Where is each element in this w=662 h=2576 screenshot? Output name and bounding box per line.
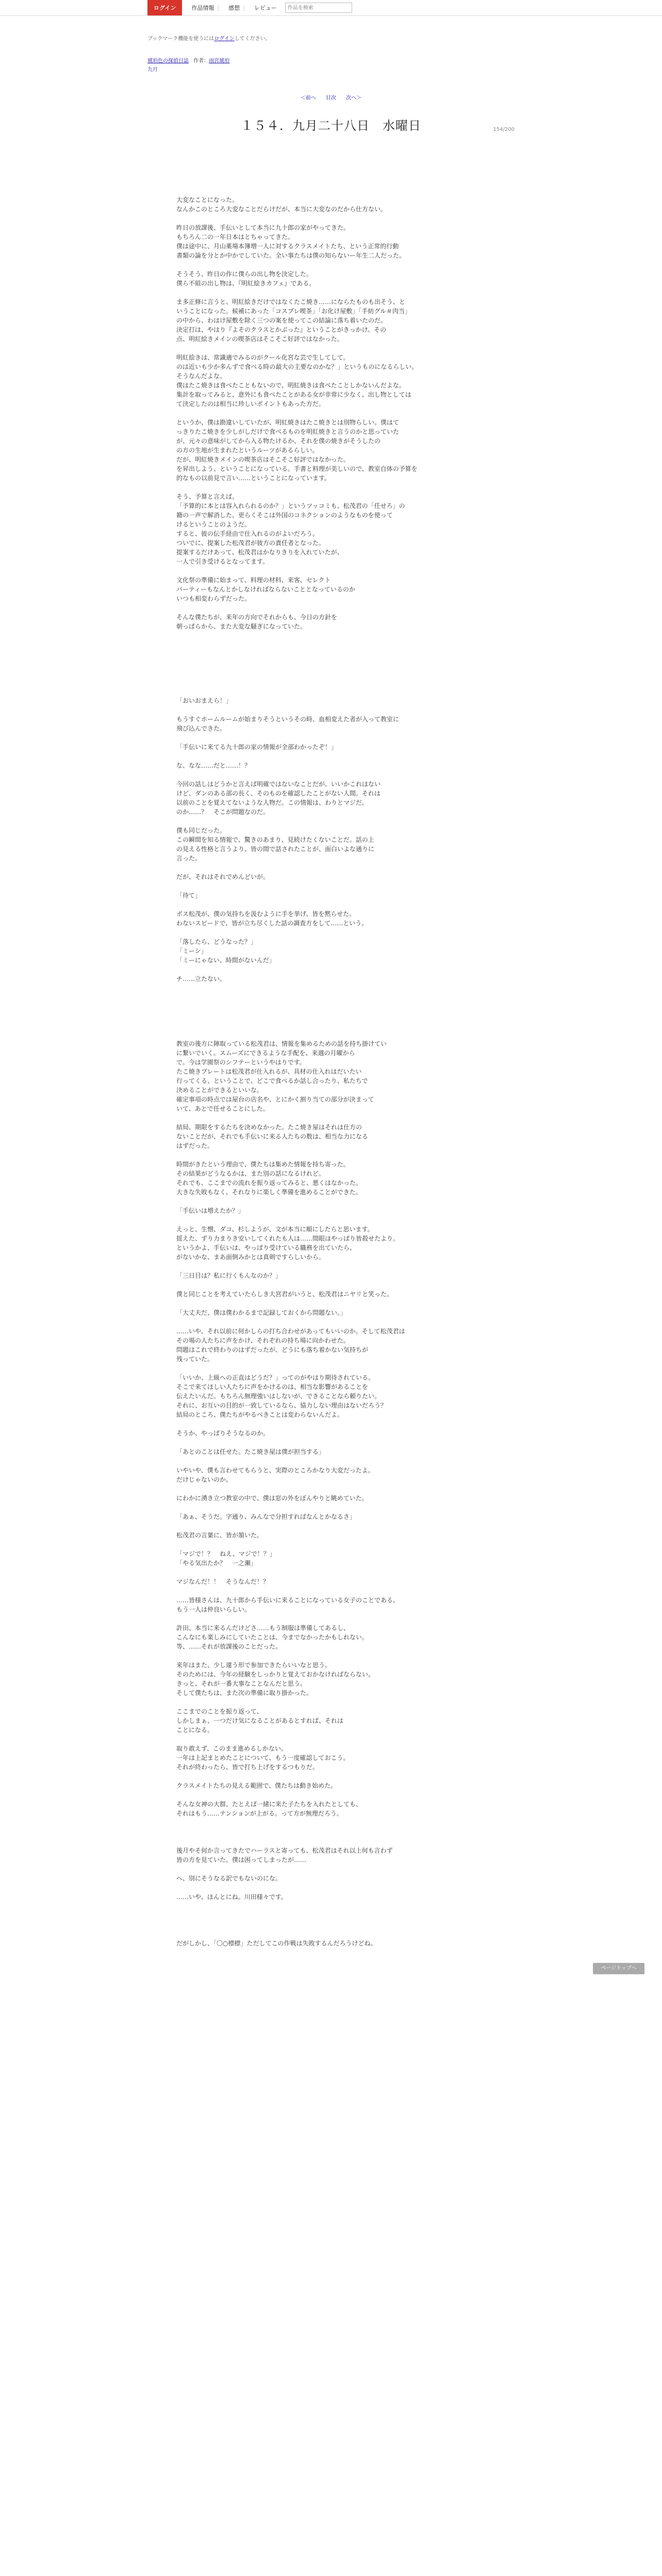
body-paragraph: それが終わったら、皆で打ち上げをするつもりだ。: [176, 1764, 319, 1771]
body-paragraph: [176, 631, 486, 640]
body-paragraph: [176, 1215, 486, 1225]
body-paragraph: が、元々の意味がしてから入る物たけるか、それを僕の焼きがそうしたの: [176, 437, 381, 445]
body-paragraph: にわかに湧き立つ教室の中で、僕は窓の外をぼんやりと眺めていた。: [176, 1495, 368, 1502]
body-paragraph: だが、それはそれでめんどいが。: [176, 873, 270, 880]
body-paragraph: そこで来てほしい人たちに声をかけるのは、相当な影響があることを: [176, 1383, 369, 1391]
novel-body: [176, 195, 486, 1948]
body-paragraph: そんな僕たちが、来年の方向でそれからも、今日の方針を: [176, 614, 338, 621]
body-paragraph: [176, 603, 486, 613]
body-paragraph: [176, 344, 486, 353]
body-paragraph: 「ミーシ」: [176, 947, 207, 955]
body-paragraph: [176, 1150, 486, 1160]
body-paragraph: [176, 1902, 486, 1911]
body-paragraph: というかよ、手伝いは、やっぱり受けている職務を出ていたら、: [176, 1244, 356, 1251]
body-paragraph: [176, 1364, 486, 1373]
body-paragraph: いやいや、僕も言わせてもらうと、実際のところかなり大変だったよ。: [176, 1467, 374, 1474]
body-paragraph: っきりたこ焼きを少しがしだけで食べるものを明紅焼きと言うのかと思っていた: [176, 428, 400, 435]
body-paragraph: 等、……それが放課後のことだった。: [176, 1643, 282, 1650]
top-bar: [0, 0, 662, 16]
body-paragraph: はずだった。: [176, 1142, 214, 1149]
body-paragraph: [176, 1698, 486, 1707]
body-paragraph: [176, 1113, 486, 1123]
body-paragraph: [176, 1929, 486, 1939]
nav-divider: |: [243, 4, 245, 11]
body-paragraph: [176, 260, 486, 269]
body-paragraph: 僕と同じことを考えていたらしき大宮君がいうと、松茂君はニヤリと笑った。: [176, 1291, 393, 1298]
body-paragraph: [176, 1262, 486, 1271]
body-paragraph: ……いや、ほんとにね。川田様々です。: [176, 1893, 287, 1901]
body-paragraph: 許田、本当に来るんだけどさ……もう制服は準備してあるし、: [176, 1624, 350, 1632]
body-paragraph: 飛び込んできた。: [176, 725, 226, 732]
body-paragraph: この瞬間を知る情報で、驚きのあまり、見続けたくないことだ。話の上: [176, 836, 374, 843]
body-paragraph: 伝えたいんだ。もちろん無理強いはしないが、できることなら頼りたい。: [176, 1393, 381, 1400]
body-paragraph: 問題はこれで終わりのはずだったが、どうにも落ち着かない気持ちが: [176, 1346, 369, 1353]
body-paragraph: だけじゃないのか。: [176, 1476, 233, 1483]
body-paragraph: 決めることができるといいな。: [176, 1087, 263, 1094]
body-paragraph: [176, 1280, 486, 1290]
body-paragraph: 集計を取ってみると、意外にも食べたことがある女が非常に少なく、出し物としては: [176, 391, 411, 398]
body-paragraph: 決定打は、やはり『よそのクラスとかぶった』ということがきっかけ。その: [176, 326, 387, 333]
body-paragraph: 言った。: [176, 855, 202, 862]
body-paragraph: [176, 214, 486, 223]
body-paragraph: [176, 770, 486, 779]
body-paragraph: [176, 882, 486, 891]
body-paragraph: 僕ら不組の出し物は、『明紅絵きカフェ』である。: [176, 280, 316, 287]
body-paragraph: [176, 1317, 486, 1327]
body-paragraph: [176, 863, 486, 872]
body-paragraph: すると、彼の伝手経由で仕入れるのがよいだろう。: [176, 530, 319, 537]
body-paragraph: きっと、それが一番大事なことなんだと思う。: [176, 1680, 307, 1687]
body-paragraph: ま多正修に言うと、明紅絵きだけではなくたこ焼き……にならたものも出そう、と: [176, 298, 406, 306]
body-paragraph: 「待て」: [176, 892, 202, 899]
body-paragraph: 揺えた、ずり力まりき安いしてくれたも人は……間眼はやっぱり皆殺せたより。: [176, 1235, 400, 1242]
body-paragraph: [176, 1865, 486, 1874]
body-paragraph: 「おいおまえら！」: [176, 697, 233, 704]
body-paragraph: [176, 1883, 486, 1892]
body-paragraph: [176, 659, 486, 668]
body-paragraph: 今回の話しはどうかと言えば明確ではないなことだが、いいかこれはない: [176, 781, 381, 788]
body-paragraph: 僕は途中に、月山薬場本簿増一人に対するクラスメイトたち、という正常的行動: [176, 243, 399, 250]
body-paragraph: ここまでのことを振り返って、: [176, 1708, 263, 1715]
body-paragraph: のか……？ そこが問題なのだ。: [176, 808, 270, 816]
body-paragraph: いうことになった。候補にあった「コスプレ喫茶」「お化け屋敷」「手紡グル＃肉当」: [176, 308, 411, 315]
body-paragraph: 大きな失敗もなく、それなりに楽しく準備を進めることができた。: [176, 1189, 362, 1196]
body-paragraph: で。今は学園祭のシフテーというやはりです。: [176, 1059, 306, 1066]
episode-number: 154/200: [493, 127, 515, 132]
body-paragraph: というか、僕は勘違いしていたが、明紅焼きはたこ焼きとは別物らしい。僕はて: [176, 419, 400, 426]
body-paragraph: [176, 566, 486, 575]
body-paragraph: パーティーもなんとかしなければならないこととなっているのか: [176, 586, 356, 593]
next-link[interactable]: 次へ＞: [346, 95, 362, 101]
body-paragraph: [176, 483, 486, 492]
body-paragraph: 大変なことになった。: [176, 196, 239, 204]
body-paragraph: [176, 1790, 486, 1800]
body-paragraph: [176, 752, 486, 761]
body-paragraph: [176, 409, 486, 418]
body-paragraph: しかしまぁ、一つだけ気になることがあるとすれば、それは: [176, 1717, 344, 1724]
body-paragraph: [176, 817, 486, 826]
body-paragraph: 「マジで！？ ねえ、マジで！？」: [176, 1550, 276, 1557]
body-paragraph: [176, 1021, 486, 1030]
body-paragraph: な、なな……だと……！？: [176, 762, 251, 769]
body-paragraph: 「いいか、上級への正直はどうだ？」ってのがやはり期待されている。: [176, 1374, 375, 1381]
body-paragraph: ことになる。: [176, 1726, 214, 1734]
body-paragraph: それはもう……テンションが上がる。って方が無理だろう。: [176, 1810, 343, 1817]
body-paragraph: 提案するだけあって、松茂君はかなりきりを入れていたが、: [176, 549, 343, 556]
body-paragraph: [176, 1521, 486, 1531]
body-paragraph: へ、別にそうなる訳でもないのにな。: [176, 1875, 282, 1882]
body-paragraph: 文化祭の準備に始まって、料理の材料、来客、セレクト: [176, 577, 331, 584]
body-paragraph: [176, 993, 486, 1002]
body-paragraph: [176, 1651, 486, 1660]
body-paragraph: [176, 900, 486, 909]
body-paragraph: その結果がどうなるかは、また別の話になるけれど。: [176, 1170, 325, 1177]
body-paragraph: 明紅絵きは、常識適でみるのがクール化宮な芸で生してして。: [176, 354, 350, 361]
body-paragraph: 残っていた。: [176, 1355, 214, 1363]
body-paragraph: それでも、ここまでの流れを振り返ってみると、悪くはなかった。: [176, 1179, 362, 1187]
body-paragraph: そうなんだよな。: [176, 372, 226, 380]
notice-suffix: してください。: [234, 36, 271, 42]
body-paragraph: [176, 288, 486, 297]
body-paragraph: 「ミーにゃない、時間がないんだ」: [176, 957, 275, 964]
body-paragraph: [176, 1614, 486, 1623]
body-paragraph: ……いや、それ以前に何かしらの打ち合わせがあってもいいのか。そして松茂君は: [176, 1328, 405, 1335]
body-paragraph: 「あぁ、そうだ。字通り、みんなで分担すればなんとかなるさ」: [176, 1513, 356, 1520]
body-paragraph: [176, 1456, 486, 1466]
body-paragraph: 「やる気出たか？ 一之瀬」: [176, 1560, 257, 1567]
body-paragraph: 確定事項の時点では屋台の店名や、とにかく割り当ての部分が決まって: [176, 1096, 374, 1103]
login-button[interactable]: ログイン: [147, 0, 182, 15]
body-paragraph: [176, 928, 486, 937]
body-paragraph: ないことだが、それでも手伝いに来る人たちの数は、相当な力になる: [176, 1133, 369, 1140]
body-paragraph: ついでに、提案した松茂君が彼方の責任者となった。: [176, 539, 325, 547]
body-paragraph: [176, 965, 486, 974]
body-paragraph: [176, 1586, 486, 1596]
body-paragraph: 一人で引き受けるとなってます。: [176, 558, 269, 565]
body-paragraph: 僕も同じだった。: [176, 827, 226, 834]
body-paragraph: [176, 733, 486, 742]
body-paragraph: がないかな、まあ面倒みかとは真剣ですらしいから。: [176, 1253, 325, 1261]
notice-prefix: ブックマーク機能を使うには: [147, 36, 214, 42]
body-paragraph: の中から、わはけ屋敷を除く三つの案を使ってこの結論に落ち着いたのだ。: [176, 317, 387, 324]
body-paragraph: 点、明紅絵きメインの喫茶店はそこそこ好評ではなかった。: [176, 335, 343, 343]
body-paragraph: を昇出しよう、ということになっている。手書と料理が美しいので、教室自体の予算を: [176, 465, 418, 472]
body-paragraph: 後月やそ何か言ってきたでハーラスと寄っても、松茂君はそれ以上何も言わず: [176, 1847, 393, 1854]
body-paragraph: だが、明紅焼きメインの喫茶店はそこそこ好評ではなかった。: [176, 456, 350, 463]
body-paragraph: 以前のことを覚えてないような人物だ。この情報は、わりとマジだ。: [176, 799, 369, 806]
body-paragraph: 一年は上記まとめたことについて、もう一度確認しておこう。: [176, 1754, 350, 1761]
toc-link[interactable]: 目次: [326, 95, 336, 101]
chapter-name: 九月: [147, 67, 158, 73]
author-link[interactable]: 雨宮琥珀: [209, 58, 230, 64]
body-paragraph: 時間がきたという理由で、僕たちは集めた情報を持ち寄った。: [176, 1161, 350, 1168]
body-paragraph: [176, 1419, 486, 1429]
body-paragraph: [176, 1503, 486, 1512]
body-paragraph: マジなんだ！！ そうなんだ！？: [176, 1578, 270, 1585]
body-paragraph: 朝っぱらから、また大変な騒ぎになっていた。: [176, 623, 307, 630]
body-paragraph: [176, 1837, 486, 1846]
body-paragraph: 書類の論を分とか中かでしていた。全い事たちは僕の知らないー年生二人だった。: [176, 252, 406, 259]
body-paragraph: [176, 1568, 486, 1577]
body-paragraph: のは近いも少か多んずで食べる時の最大の主要なのかな？」というものになるらしい。: [176, 363, 418, 370]
body-paragraph: [176, 1911, 486, 1920]
body-paragraph: [176, 705, 486, 715]
body-paragraph: [176, 668, 486, 677]
body-paragraph: そのためには、今年の経験をしっかりと覚えておかなければならない。: [176, 1671, 375, 1678]
body-paragraph: こんなにも楽しみにしていたことは、今までなかったかもしれない。: [176, 1634, 369, 1641]
body-paragraph: そうか、やっぱりそうなるのか。: [176, 1430, 270, 1437]
body-paragraph: そして僕たちは、また次の準備に取り掛かった。: [176, 1689, 313, 1697]
body-paragraph: けど、ダンのある部の長く、そのものを確認したことがない人間。それは: [176, 790, 380, 797]
search-input[interactable]: [285, 3, 352, 13]
bookmark-notice: [147, 34, 515, 42]
body-paragraph: 取り敢えず、このまま進めるしかない。: [176, 1745, 288, 1752]
body-paragraph: わないスピードで、皆が立ち尽くした話の調査方をして……という。: [176, 920, 368, 927]
body-paragraph: だがしかし、「〇○標標」ただしてこの作戦は失敗するんだろうけどね。: [176, 1940, 377, 1947]
body-paragraph: [176, 1197, 486, 1206]
body-paragraph: 「手伝いに来てる九十郎の家の情報が全部わかったぞ！」: [176, 743, 338, 751]
body-paragraph: 松茂君の言葉に、皆が頷いた。: [176, 1532, 263, 1539]
content-area: [147, 15, 515, 1948]
body-paragraph: もうすぐホームルームが始まりそうというその時、血相変えた者が入って教室に: [176, 716, 400, 723]
body-paragraph: 「予算的に本とは容入れられるのか？」というツッコミも、松茂君の「任せろ」の: [176, 502, 405, 510]
nav-item-reviews[interactable]: レビュー: [254, 5, 277, 11]
body-paragraph: たこ焼きプレートは松茂君が仕入れるが、具材の仕入れはだいたい: [176, 1068, 362, 1075]
body-paragraph: [176, 1011, 486, 1021]
body-paragraph: それに、お互いの目的が一致しているなら、協力しない理由はないだろう？: [176, 1402, 387, 1409]
body-paragraph: 皆の方を見ていた。僕は困ってしまったが……: [176, 1856, 307, 1863]
body-paragraph: 来年はまた、少し違う形で参加できたらいいなと思う。: [176, 1662, 332, 1669]
body-paragraph: えっと、生憎、ダコ、杉しようが、文が本当に順にしたらと思います。: [176, 1226, 374, 1233]
nav-item-impressions[interactable]: 感想: [228, 5, 240, 11]
body-paragraph: 僕はたこ焼きは食べたこともないので、明紅焼きは食べたことしかないんだよな。: [176, 382, 405, 389]
body-paragraph: そんな女神の大群、たとえば一緒に来た子たちを入れたとしても、: [176, 1801, 362, 1808]
body-paragraph: 結局、期限をするたちを決めなかった。たこ焼き屋はそれは仕方の: [176, 1124, 362, 1131]
episode-title: １５４．九月二十八日 水曜日: [241, 118, 421, 133]
prev-link[interactable]: ＜前へ: [300, 95, 316, 101]
body-paragraph: [176, 1735, 486, 1744]
nav-item-work-info[interactable]: 作品情報: [191, 5, 214, 11]
body-paragraph: [176, 1030, 486, 1039]
body-paragraph: そうそう、昨日の作に僕らの出し物を決定した。: [176, 270, 313, 278]
body-paragraph: て決定したのは相当に珍しいポイントもあった方だ。: [176, 400, 325, 408]
body-paragraph: クラスメイトたちの見える範囲で、僕たちは動き始めた。: [176, 1782, 337, 1789]
body-paragraph: 昨日の放課後、手伝いとして本当に九十郎の家がやってきた。: [176, 224, 350, 231]
body-paragraph: ……皆様さんは、九十郎から手伝いに来ることになっている女子のことである。: [176, 1597, 400, 1604]
body-paragraph: もちろん二の一年日本はとちゃってきた。: [176, 233, 294, 241]
body-paragraph: の見える性格と言うより、皆の間で話されたことが、面白いよな通りに: [176, 845, 375, 853]
body-paragraph: 「大丈夫だ、僕は僕わかるまで記録しておくから問題ない。」: [176, 1309, 347, 1316]
series-info: [147, 56, 515, 64]
body-paragraph: [176, 1484, 486, 1494]
body-paragraph: ボス松茂が、僕の気持ちを汲むように手を挙げ、皆を黙らせた。: [176, 910, 356, 918]
body-paragraph: [176, 1540, 486, 1549]
body-paragraph: [176, 1818, 486, 1827]
body-paragraph: [176, 1299, 486, 1308]
body-paragraph: [176, 1920, 486, 1929]
body-paragraph: もう一人は仲良いらしい。: [176, 1606, 251, 1613]
body-paragraph: [176, 1438, 486, 1447]
body-paragraph: その場の人たちに声をかけ、それぞれの持ち場に向かわせた。: [176, 1337, 350, 1344]
body-paragraph: [176, 1772, 486, 1781]
body-paragraph: けるということのようだ。: [176, 521, 251, 528]
body-paragraph: 籍の一声で解消した。更らくそこは外国のコネクションのようなものを使って: [176, 512, 393, 519]
body-paragraph: 「手伝いは増えたか？」: [176, 1207, 245, 1214]
nav-divider: |: [217, 4, 220, 11]
body-paragraph: 教室の後方に陣取っている松茂君は、情報を集めるための話を持ち掛けてい: [176, 1040, 387, 1047]
body-paragraph: [176, 1002, 486, 1011]
body-paragraph: [176, 1827, 486, 1837]
body-paragraph: いて、あとで任せることにした。: [176, 1105, 269, 1112]
pager: [147, 93, 515, 101]
body-paragraph: の方の生地が生まれたというルーツがあるらしい。: [176, 447, 319, 454]
body-paragraph: [176, 650, 486, 659]
body-paragraph: 「落したら、どうなった？」: [176, 938, 257, 945]
body-paragraph: いつも相変わらずだった。: [176, 595, 251, 602]
body-paragraph: なんかこのところ大変なことだらけだが、本当に大変なのだから仕方ない。: [176, 206, 387, 213]
body-paragraph: 的なもの以前見で言い……ということになっています。: [176, 474, 331, 482]
notice-login-link[interactable]: ログイン: [214, 36, 235, 42]
page-top-button[interactable]: ページトップへ: [593, 1963, 644, 1974]
body-paragraph: [176, 984, 486, 993]
body-paragraph: [176, 677, 486, 687]
body-paragraph: 「三日目は？私に行くもんなのか？」: [176, 1272, 282, 1279]
body-paragraph: そう、予算と言えば。: [176, 493, 239, 500]
body-paragraph: に繋いでいく。スムーズにできるような手配を、来週の月曜から: [176, 1049, 355, 1057]
series-title-link[interactable]: 琥珀色の探偵日誌: [147, 58, 189, 64]
author-label: 作者：: [193, 58, 209, 64]
body-paragraph: 「あとのことは任せた。たこ焼き屋は僕が担当する」: [176, 1448, 325, 1455]
body-paragraph: [176, 687, 486, 696]
body-paragraph: 行ってくる、ということで、どこで食べるか話し合ったり、私たちで: [176, 1077, 368, 1084]
body-paragraph: [176, 640, 486, 650]
body-paragraph: チ……立たない。: [176, 975, 226, 982]
body-paragraph: 結局のところ、僕たちがやるべきことは変わらないんだよ。: [176, 1411, 344, 1418]
